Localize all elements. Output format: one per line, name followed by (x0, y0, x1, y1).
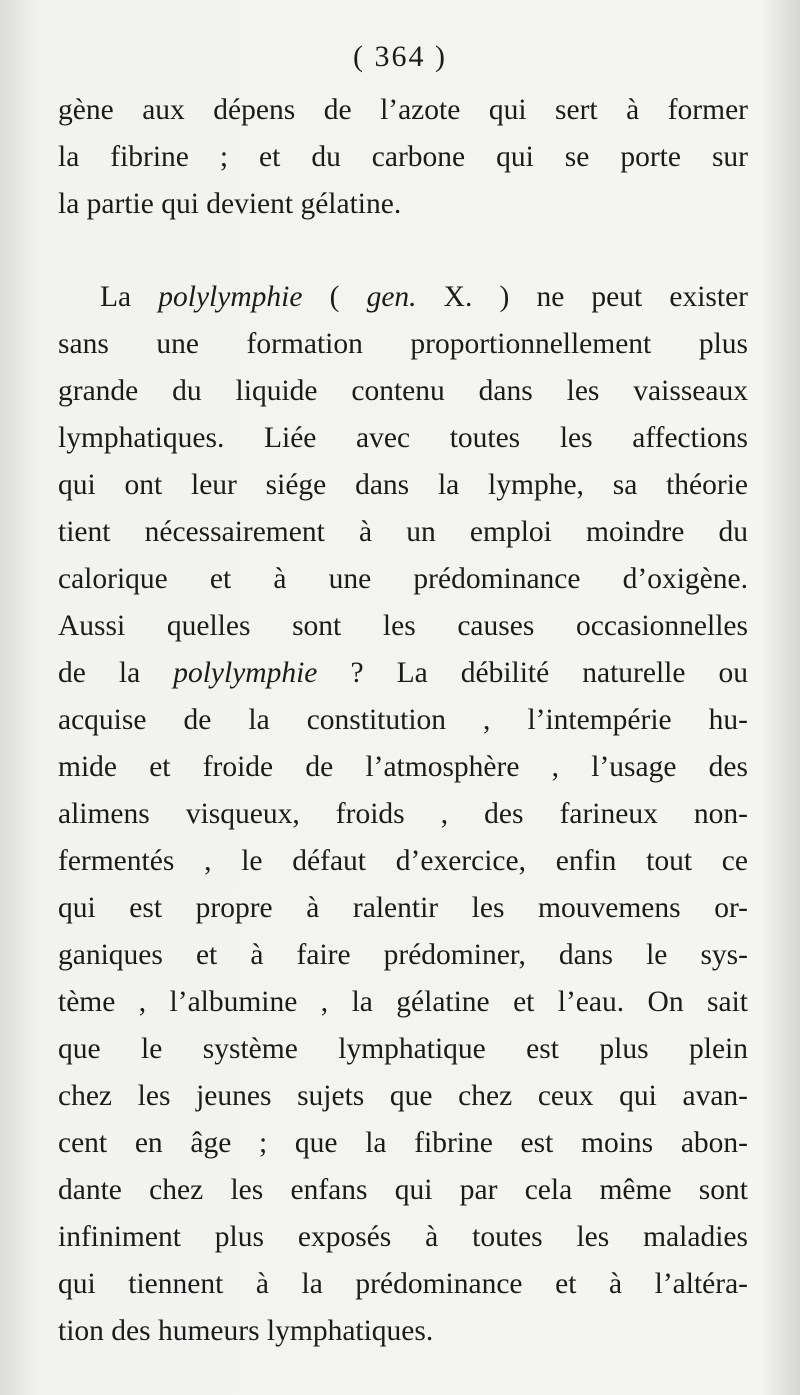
text-line (58, 659, 748, 689)
italic-text: gen. (366, 281, 417, 313)
text-segment: que le système lymphatique est plus plein (58, 1033, 748, 1065)
text-line (58, 1223, 748, 1253)
text-line (58, 1317, 748, 1347)
text-segment: Aussi quelles sont les causes occasionnelles (58, 610, 748, 642)
text-line (58, 1082, 748, 1112)
text-segment: grande du liquide contenu dans les vaisseaux (58, 375, 748, 407)
text-segment: cent en âge ; que la fibrine est moins abon- (58, 1127, 748, 1159)
text-line (58, 96, 748, 126)
text-line (58, 143, 748, 173)
text-line (58, 847, 748, 877)
text-segment: sans une formation proportionnellement plus (58, 328, 748, 360)
text-line (58, 800, 748, 830)
text-segment: ( (302, 281, 367, 313)
text-segment: alimens visqueux, froids , des farineux non- (58, 798, 748, 830)
text-segment: qui ont leur siége dans la lymphe, sa théorie (58, 469, 748, 501)
text-line (58, 565, 748, 595)
text-line (58, 1176, 748, 1206)
text-segment: La (100, 281, 159, 313)
text-line (58, 471, 748, 501)
text-segment: acquise de la constitution , l’intempérie hu- (58, 704, 748, 736)
text-segment: infiniment plus exposés à toutes les maladies (58, 1221, 748, 1253)
text-line (58, 706, 748, 736)
text-segment: qui tiennent à la prédominance et à l’altéra- (58, 1268, 748, 1300)
text-line (100, 283, 748, 313)
text-line (58, 988, 748, 1018)
text-segment: fermentés , le défaut d’exercice, enfin tout ce (58, 845, 748, 877)
text-line (58, 1035, 748, 1065)
text-line (58, 190, 748, 220)
text-line (58, 1129, 748, 1159)
text-line (58, 753, 748, 783)
text-segment: tion des humeurs lymphatiques. (58, 1315, 434, 1347)
text-segment: dante chez les enfans qui par cela même sont (58, 1174, 748, 1206)
text-segment: ? La débilité naturelle ou (317, 657, 748, 689)
text-segment: qui est propre à ralentir les mouvemens or- (58, 892, 748, 924)
text-line (58, 330, 748, 360)
text-segment: de la (58, 657, 174, 689)
text-segment: la partie qui devient gélatine. (58, 188, 402, 220)
text-line (58, 612, 748, 642)
text-segment: gène aux dépens de l’azote qui sert à former (58, 94, 748, 126)
text-segment: ganiques et à faire prédominer, dans le sys- (58, 939, 748, 971)
text-line (58, 424, 748, 454)
text-line (58, 518, 748, 548)
page-number: ( 364 ) (353, 40, 447, 73)
text-line (58, 377, 748, 407)
text-segment: calorique et à une prédominance d’oxigène. (58, 563, 748, 595)
text-segment: tient nécessairement à un emploi moindre du (58, 516, 748, 548)
text-segment: tème , l’albumine , la gélatine et l’eau. On sait (58, 986, 748, 1018)
text-line (58, 1270, 748, 1300)
text-segment: lymphatiques. Liée avec toutes les affections (58, 422, 748, 454)
italic-text: polylymphie (173, 657, 318, 689)
text-segment: la fibrine ; et du carbone qui se porte sur (58, 141, 748, 173)
text-line (58, 894, 748, 924)
text-line (58, 941, 748, 971)
text-segment: X. ) ne peut exister (416, 281, 748, 313)
italic-text: polylymphie (158, 281, 303, 313)
text-segment: mide et froide de l’atmosphère , l’usage des (58, 751, 748, 783)
text-segment: chez les jeunes sujets que chez ceux qui avan- (58, 1080, 748, 1112)
